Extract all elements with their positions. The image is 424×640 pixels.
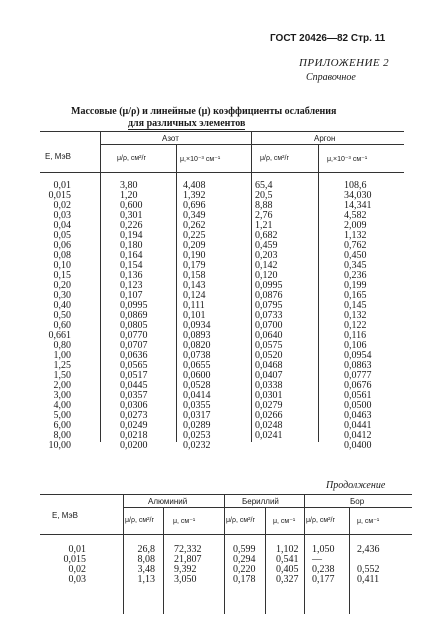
boron-mu-rho-cell: 1,050: [312, 544, 335, 555]
nitrogen-mu-rho-cell: 0,0273: [120, 410, 148, 421]
energy-cell: 0,20: [53, 280, 71, 291]
nitrogen-mu-cell: 0,0355: [183, 400, 211, 411]
nitrogen-mu-cell: 0,0528: [183, 380, 211, 391]
nitrogen-mu-rho-cell: 0,180: [120, 240, 143, 251]
energy-cell: 2,00: [53, 380, 71, 391]
table1-energy-header: E, МэВ: [45, 152, 71, 161]
energy-cell: 0,04: [53, 220, 71, 231]
argon-mu-cell: 0,450: [344, 250, 367, 261]
beryllium-mu-cell: 0,541: [276, 554, 299, 565]
nitrogen-mu-rho-cell: 0,164: [120, 250, 143, 261]
table2-aluminium-mu-rho-column: [133, 545, 155, 585]
argon-mu-rho-cell: 0,0876: [255, 290, 283, 301]
argon-mu-rho-cell: 2,76: [255, 210, 273, 221]
beryllium-mu-cell: 1,102: [276, 544, 299, 555]
argon-mu-cell: 0,345: [344, 260, 367, 271]
boron-mu-cell: 0,552: [357, 564, 380, 575]
beryllium-mu-cell: 0,405: [276, 564, 299, 575]
table1-vline-3: [251, 131, 252, 442]
nitrogen-mu-rho-cell: 0,0445: [120, 380, 148, 391]
energy-cell: 4,00: [53, 400, 71, 411]
nitrogen-mu-cell: 0,696: [183, 200, 206, 211]
argon-mu-cell: 0,0412: [344, 430, 372, 441]
table2-group-divider: [123, 507, 412, 508]
table2-subheader-3: μ/ρ, см²/г: [226, 517, 255, 524]
nitrogen-mu-rho-cell: 0,0636: [120, 350, 148, 361]
table1-subheader-4: μ,×10⁻³ см⁻¹: [327, 156, 368, 163]
table2-boron-mu-column: [357, 545, 380, 585]
appendix-subtitle: Справочное: [306, 72, 356, 83]
nitrogen-mu-cell: 0,0600: [183, 370, 211, 381]
table-caption-line1: Массовые (μ/ρ) и линейные (μ) коэффициенты ослабления: [71, 106, 337, 117]
nitrogen-mu-cell: 0,0820: [183, 340, 211, 351]
nitrogen-mu-cell: 0,143: [183, 280, 206, 291]
boron-mu-rho-cell: 0,238: [312, 564, 335, 575]
table2-subheader-5: μ/ρ, см²/г: [306, 517, 335, 524]
argon-mu-rho-cell: 0,203: [255, 250, 278, 261]
argon-mu-rho-cell: 0,0338: [255, 380, 283, 391]
argon-mu-cell: 108,6: [344, 180, 367, 191]
table2-group-boron: Бор: [350, 497, 365, 506]
argon-mu-rho-cell: 0,142: [255, 260, 278, 271]
energy-cell: 0,05: [53, 230, 71, 241]
table2-subheader-4: μ, см⁻¹: [273, 518, 296, 525]
nitrogen-mu-cell: 4,408: [183, 180, 206, 191]
standard-header: ГОСТ 20426—82 Стр. 11: [270, 33, 386, 44]
nitrogen-mu-cell: 0,124: [183, 290, 206, 301]
energy-cell: 0,50: [53, 310, 71, 321]
table2-beryllium-mu-column: [276, 545, 299, 585]
nitrogen-mu-rho-cell: 0,0995: [120, 300, 148, 311]
nitrogen-mu-rho-cell: 0,107: [120, 290, 143, 301]
argon-mu-rho-cell: 0,0241: [255, 430, 283, 441]
nitrogen-mu-cell: 0,0317: [183, 410, 211, 421]
energy-cell: 0,02: [53, 200, 71, 211]
table2-vline-6: [349, 507, 350, 614]
energy-cell: 0,03: [53, 210, 71, 221]
argon-mu-cell: 14,341: [344, 200, 372, 211]
energy-cell: 0,40: [53, 300, 71, 311]
argon-mu-cell: 0,0463: [344, 410, 372, 421]
argon-mu-cell: 0,145: [344, 300, 367, 311]
table1-nitrogen-mu-rho-column: [120, 181, 148, 451]
argon-mu-rho-cell: 65,4: [255, 180, 273, 191]
energy-cell: 0,80: [53, 340, 71, 351]
argon-mu-cell: 4,582: [344, 210, 367, 221]
argon-mu-rho-cell: 0,0248: [255, 420, 283, 431]
energy-cell: 8,00: [53, 430, 71, 441]
continuation-label: Продолжение: [326, 480, 386, 491]
argon-mu-rho-cell: 0,0468: [255, 360, 283, 371]
argon-mu-rho-cell: 0,682: [255, 230, 278, 241]
argon-mu-cell: 0,0400: [344, 440, 372, 451]
energy-cell: 0,08: [53, 250, 71, 261]
nitrogen-mu-rho-cell: 0,0517: [120, 370, 148, 381]
nitrogen-mu-cell: 0,0655: [183, 360, 211, 371]
nitrogen-mu-rho-cell: 0,0805: [120, 320, 148, 331]
argon-mu-rho-cell: 0,0575: [255, 340, 283, 351]
aluminium-mu-rho-cell: 3,48: [137, 564, 155, 575]
nitrogen-mu-rho-cell: 0,0707: [120, 340, 148, 351]
nitrogen-mu-cell: 0,0934: [183, 320, 211, 331]
argon-mu-cell: 2,009: [344, 220, 367, 231]
energy-cell: 0,06: [53, 240, 71, 251]
argon-mu-rho-cell: 0,459: [255, 240, 278, 251]
energy-cell: 0,661: [48, 330, 71, 341]
table1-vline-2: [176, 144, 177, 442]
argon-mu-cell: 0,0863: [344, 360, 372, 371]
argon-mu-rho-cell: 0,120: [255, 270, 278, 281]
table2-energy-header: E, МэВ: [52, 511, 78, 520]
table1-top-border: [40, 131, 404, 132]
table2-top-border: [40, 494, 412, 495]
energy-cell: 1,50: [53, 370, 71, 381]
table2-energy-column: [62, 545, 86, 585]
energy-cell: 0,60: [53, 320, 71, 331]
table1-header-bottom: [40, 172, 404, 173]
argon-mu-cell: 1,132: [344, 230, 367, 241]
energy-cell: 0,01: [53, 180, 71, 191]
nitrogen-mu-cell: 0,0414: [183, 390, 211, 401]
argon-mu-cell: 0,0676: [344, 380, 372, 391]
table1-nitrogen-mu-column: [183, 181, 211, 451]
argon-mu-rho-cell: 0,0795: [255, 300, 283, 311]
argon-mu-rho-cell: 0,0733: [255, 310, 283, 321]
table1-argon-mu-column: [344, 181, 372, 451]
aluminium-mu-cell: 72,332: [174, 544, 202, 555]
table2-subheader-2: μ, см⁻¹: [173, 518, 196, 525]
argon-mu-rho-cell: 0,0279: [255, 400, 283, 411]
nitrogen-mu-cell: 0,262: [183, 220, 206, 231]
nitrogen-mu-cell: 0,0893: [183, 330, 211, 341]
energy-cell: 0,015: [63, 554, 86, 565]
table2-vline-5: [304, 494, 305, 614]
nitrogen-mu-cell: 0,190: [183, 250, 206, 261]
energy-cell: 10,00: [48, 440, 71, 451]
boron-mu-cell: 2,436: [357, 544, 380, 555]
argon-mu-rho-cell: 0,0301: [255, 390, 283, 401]
energy-cell: 0,01: [68, 544, 86, 555]
table2-vline-3: [224, 494, 225, 614]
nitrogen-mu-rho-cell: 0,0218: [120, 430, 148, 441]
energy-cell: 0,15: [53, 270, 71, 281]
argon-mu-rho-cell: 8,88: [255, 200, 273, 211]
energy-cell: 0,03: [68, 574, 86, 585]
table1-subheader-1: μ/ρ, см²/г: [117, 155, 146, 162]
nitrogen-mu-rho-cell: 0,194: [120, 230, 143, 241]
nitrogen-mu-rho-cell: 0,0770: [120, 330, 148, 341]
nitrogen-mu-cell: 0,225: [183, 230, 206, 241]
argon-mu-rho-cell: 20,5: [255, 190, 273, 201]
nitrogen-mu-rho-cell: 0,123: [120, 280, 143, 291]
argon-mu-cell: 34,030: [344, 190, 372, 201]
argon-mu-cell: 0,0777: [344, 370, 372, 381]
energy-cell: 0,015: [48, 190, 71, 201]
table2-beryllium-mu-rho-column: [233, 545, 256, 585]
nitrogen-mu-cell: 0,0232: [183, 440, 211, 451]
nitrogen-mu-rho-cell: 0,0249: [120, 420, 148, 431]
nitrogen-mu-rho-cell: 0,0565: [120, 360, 148, 371]
argon-mu-rho-cell: 0,0700: [255, 320, 283, 331]
nitrogen-mu-rho-cell: 0,0357: [120, 390, 148, 401]
table2-header-bottom: [40, 534, 412, 535]
argon-mu-cell: 0,132: [344, 310, 367, 321]
boron-mu-rho-cell: 0,177: [312, 574, 335, 585]
argon-mu-cell: 0,0441: [344, 420, 372, 431]
nitrogen-mu-cell: 1,392: [183, 190, 206, 201]
table2-subheader-1: μ/ρ, см²/г: [125, 517, 154, 524]
argon-mu-rho-cell: 0,0266: [255, 410, 283, 421]
nitrogen-mu-cell: 0,209: [183, 240, 206, 251]
beryllium-mu-rho-cell: 0,599: [233, 544, 256, 555]
table2-aluminium-mu-column: [174, 545, 202, 585]
argon-mu-cell: 0,0954: [344, 350, 372, 361]
table1-subheader-2: μ,×10⁻³ см⁻¹: [180, 156, 221, 163]
nitrogen-mu-rho-cell: 0,226: [120, 220, 143, 231]
nitrogen-mu-rho-cell: 0,600: [120, 200, 143, 211]
aluminium-mu-cell: 21,807: [174, 554, 202, 565]
nitrogen-mu-rho-cell: 0,0869: [120, 310, 148, 321]
table1-energy-column: [47, 181, 71, 451]
argon-mu-cell: 0,236: [344, 270, 367, 281]
nitrogen-mu-rho-cell: 0,0306: [120, 400, 148, 411]
nitrogen-mu-rho-cell: 3,80: [120, 180, 138, 191]
argon-mu-cell: 0,0500: [344, 400, 372, 411]
table-caption-line2: для различных элементов: [128, 118, 246, 129]
table2-vline-4: [265, 507, 266, 614]
argon-mu-rho-cell: 0,0407: [255, 370, 283, 381]
nitrogen-mu-rho-cell: 1,20: [120, 190, 138, 201]
boron-mu-cell: 0,411: [357, 574, 380, 585]
nitrogen-mu-rho-cell: 0,0200: [120, 440, 148, 451]
argon-mu-cell: 0,165: [344, 290, 367, 301]
table1-argon-mu-rho-column: [255, 181, 283, 441]
beryllium-mu-rho-cell: 0,294: [233, 554, 256, 565]
argon-mu-rho-cell: 1,21: [255, 220, 273, 231]
table1-vline-1: [100, 131, 101, 442]
table2-boron-mu-rho-column: [312, 545, 335, 585]
energy-cell: 1,00: [53, 350, 71, 361]
table2-subheader-6: μ, см⁻¹: [357, 518, 380, 525]
table1-subheader-3: μ/ρ, см²/г: [260, 155, 289, 162]
energy-cell: 3,00: [53, 390, 71, 401]
nitrogen-mu-rho-cell: 0,301: [120, 210, 143, 221]
argon-mu-cell: 0,199: [344, 280, 367, 291]
nitrogen-mu-cell: 0,349: [183, 210, 206, 221]
argon-mu-cell: 0,0561: [344, 390, 372, 401]
energy-cell: 0,30: [53, 290, 71, 301]
nitrogen-mu-cell: 0,0289: [183, 420, 211, 431]
appendix-title: ПРИЛОЖЕНИЕ 2: [299, 57, 390, 69]
argon-mu-rho-cell: 0,0520: [255, 350, 283, 361]
table2-vline-2: [163, 507, 164, 614]
argon-mu-rho-cell: 0,0640: [255, 330, 283, 341]
nitrogen-mu-cell: 0,158: [183, 270, 206, 281]
nitrogen-mu-cell: 0,101: [183, 310, 206, 321]
argon-mu-rho-cell: 0,0995: [255, 280, 283, 291]
energy-cell: 5,00: [53, 410, 71, 421]
argon-mu-cell: 0,762: [344, 240, 367, 251]
aluminium-mu-cell: 9,392: [174, 564, 197, 575]
table2-vline-1: [123, 494, 124, 614]
beryllium-mu-rho-cell: 0,220: [233, 564, 256, 575]
nitrogen-mu-cell: 0,0253: [183, 430, 211, 441]
energy-cell: 1,25: [53, 360, 71, 371]
nitrogen-mu-cell: 0,111: [183, 300, 205, 311]
energy-cell: 6,00: [53, 420, 71, 431]
nitrogen-mu-cell: 0,0738: [183, 350, 211, 361]
energy-cell: 0,10: [53, 260, 71, 271]
aluminium-mu-cell: 3,050: [174, 574, 197, 585]
table2-group-aluminium: Алюминий: [148, 497, 188, 506]
table2-group-beryllium: Бериллий: [242, 497, 279, 506]
boron-mu-rho-cell: —: [312, 554, 322, 565]
aluminium-mu-rho-cell: 26,8: [137, 544, 155, 555]
beryllium-mu-rho-cell: 0,178: [233, 574, 256, 585]
table1-group-divider: [100, 144, 404, 145]
argon-mu-cell: 0,106: [344, 340, 367, 351]
table1-group-nitrogen: Азот: [162, 134, 179, 143]
table1-group-argon: Аргон: [314, 134, 336, 143]
energy-cell: 0,02: [68, 564, 86, 575]
beryllium-mu-cell: 0,327: [276, 574, 299, 585]
nitrogen-mu-cell: 0,179: [183, 260, 206, 271]
nitrogen-mu-rho-cell: 0,154: [120, 260, 143, 271]
aluminium-mu-rho-cell: 8,08: [137, 554, 155, 565]
nitrogen-mu-rho-cell: 0,136: [120, 270, 143, 281]
aluminium-mu-rho-cell: 1,13: [137, 574, 155, 585]
table1-vline-4: [318, 144, 319, 442]
argon-mu-cell: 0,122: [344, 320, 367, 331]
argon-mu-cell: 0,116: [344, 330, 367, 341]
